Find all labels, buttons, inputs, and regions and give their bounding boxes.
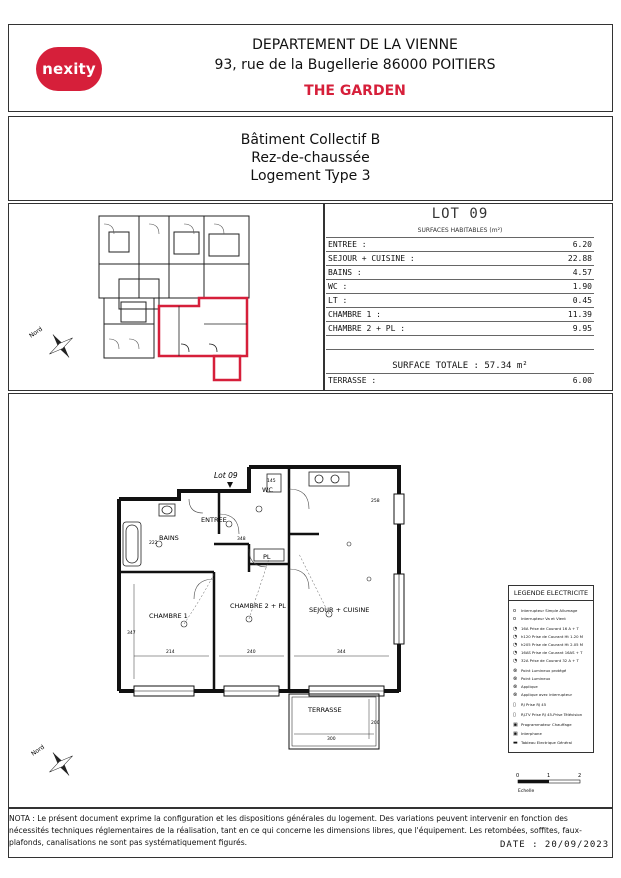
room-bains: BAINS <box>159 534 179 542</box>
legend-title: LEGENDE ELECTRICITE <box>509 589 593 601</box>
room-sejour: SEJOUR + CUISINE <box>309 606 370 614</box>
surface-row: SEJOUR + CUISINE : 22.88 <box>326 251 594 265</box>
legend-item: ▣ Programmateur Chauffage <box>513 722 572 728</box>
entrance-marker-icon <box>227 482 233 488</box>
floor-plan <box>9 394 499 804</box>
legend-item: o Interrupteur Va et Vient <box>513 616 566 622</box>
legend-item: ◔ h120 Prise de Courant Ht 1.20 M <box>513 634 584 640</box>
legend-item: ⊗ Applique avec interrupteur <box>513 692 573 698</box>
room-pl: PL <box>263 553 271 561</box>
plan-compass-icon <box>42 745 81 784</box>
surface-row: LT : 0.45 <box>326 293 594 307</box>
document-date: DATE : 20/09/2023 <box>500 840 610 850</box>
keyplan-compass-label: Nord <box>28 325 44 340</box>
scale-unit: Echelle <box>518 789 535 794</box>
legend-item: ⊗ Point Lumineux protégé <box>513 668 567 674</box>
dim-label: 344 <box>337 650 346 655</box>
legend-item: ◔ 16AS Prise de Courant 16AS + T <box>513 650 583 656</box>
scale-bar <box>510 770 600 800</box>
dim-label: 222 <box>149 541 158 546</box>
dim-label: 348 <box>237 537 246 542</box>
surface-row: CHAMBRE 1 : 11.39 <box>326 307 594 321</box>
department-title: DEPARTEMENT DE LA VIENNE <box>252 37 458 53</box>
dim-label: 240 <box>247 650 256 655</box>
legend-item: ⊗ Applique <box>513 684 538 690</box>
legend-item: o Interrupteur Simple Allumage <box>513 608 578 614</box>
legend-item: ▬ Tableau Electrique Général <box>513 740 573 746</box>
surface-total: SURFACE TOTALE : 57.34 m² <box>392 361 528 371</box>
room-chambre1: CHAMBRE 1 <box>149 612 188 620</box>
legend-item: ▯ RJ Prise RJ 45 <box>513 702 547 708</box>
surface-row: BAINS : 4.57 <box>326 265 594 279</box>
legend-item: ▣ Interphone <box>513 731 542 737</box>
lot-number: LOT 09 <box>431 206 489 222</box>
address: 93, rue de la Bugellerie 86000 POITIERS <box>214 57 496 73</box>
dim-label: 214 <box>166 650 175 655</box>
surface-row: WC : 1.90 <box>326 279 594 293</box>
legend-item: ◔ 32A Prise de Courant 32 A + T <box>513 658 579 664</box>
surface-row-empty <box>326 335 594 349</box>
legend-item: ▯ RJ-TV Prise RJ 45-Prise Télévision <box>513 712 583 718</box>
legend-item: ◔ h205 Prise de Courant Ht 2.05 M <box>513 642 584 648</box>
electricity-legend <box>508 585 594 753</box>
dim-label: 258 <box>371 499 380 504</box>
surface-row-empty <box>326 349 594 361</box>
highlighted-lot <box>159 298 247 380</box>
room-terrasse: TERRASSE <box>308 706 342 714</box>
dim-label: 145 <box>267 479 276 484</box>
terrasse-row: TERRASSE : 6.00 <box>326 373 594 387</box>
building-line: Bâtiment Collectif B <box>240 132 381 148</box>
scale-tick: 0 <box>516 773 520 779</box>
program-name: THE GARDEN <box>304 83 406 99</box>
unit-type-line: Logement Type 3 <box>250 168 371 184</box>
room-wc: WC <box>262 486 273 494</box>
key-plan <box>9 204 323 390</box>
scale-tick: 1 <box>547 773 551 779</box>
room-chambre2: CHAMBRE 2 + PL <box>230 602 286 610</box>
floor-line: Rez-de-chaussée <box>251 150 370 166</box>
dim-label: 347 <box>127 631 136 636</box>
surfaces-subtitle: SURFACES HABITABLES (m²) <box>417 227 503 234</box>
legend-item: ⊗ Point Lumineux <box>513 676 551 682</box>
compass-icon <box>42 327 81 366</box>
legend-item: ◔ 16A Prise de Courant 16 A + T <box>513 626 579 632</box>
surface-row: ENTREE : 6.20 <box>326 237 594 251</box>
surface-row: CHAMBRE 2 + PL : 9.95 <box>326 321 594 335</box>
dim-label: 300 <box>327 737 336 742</box>
plan-lot-label: Lot 09 <box>214 471 238 480</box>
scale-tick: 2 <box>578 773 582 779</box>
disclaimer-note: NOTA : Le présent document exprime la configuration et les dispositions générales du logement. Des variations peuvent intervenir en fonction des nécessités techniques réglementaires de la réalisation, tant en ce qui concerne les dimensions libres, que l'équipement. Les retombées, soffites, faux-plafonds, canalisations ne sont pas systématiquement figurés. <box>9 814 582 847</box>
room-entree: ENTREE <box>201 516 227 524</box>
dim-label: 200 <box>371 721 380 726</box>
nexity-logo: nexity <box>36 47 102 91</box>
plan-compass-label: Nord <box>30 743 46 758</box>
